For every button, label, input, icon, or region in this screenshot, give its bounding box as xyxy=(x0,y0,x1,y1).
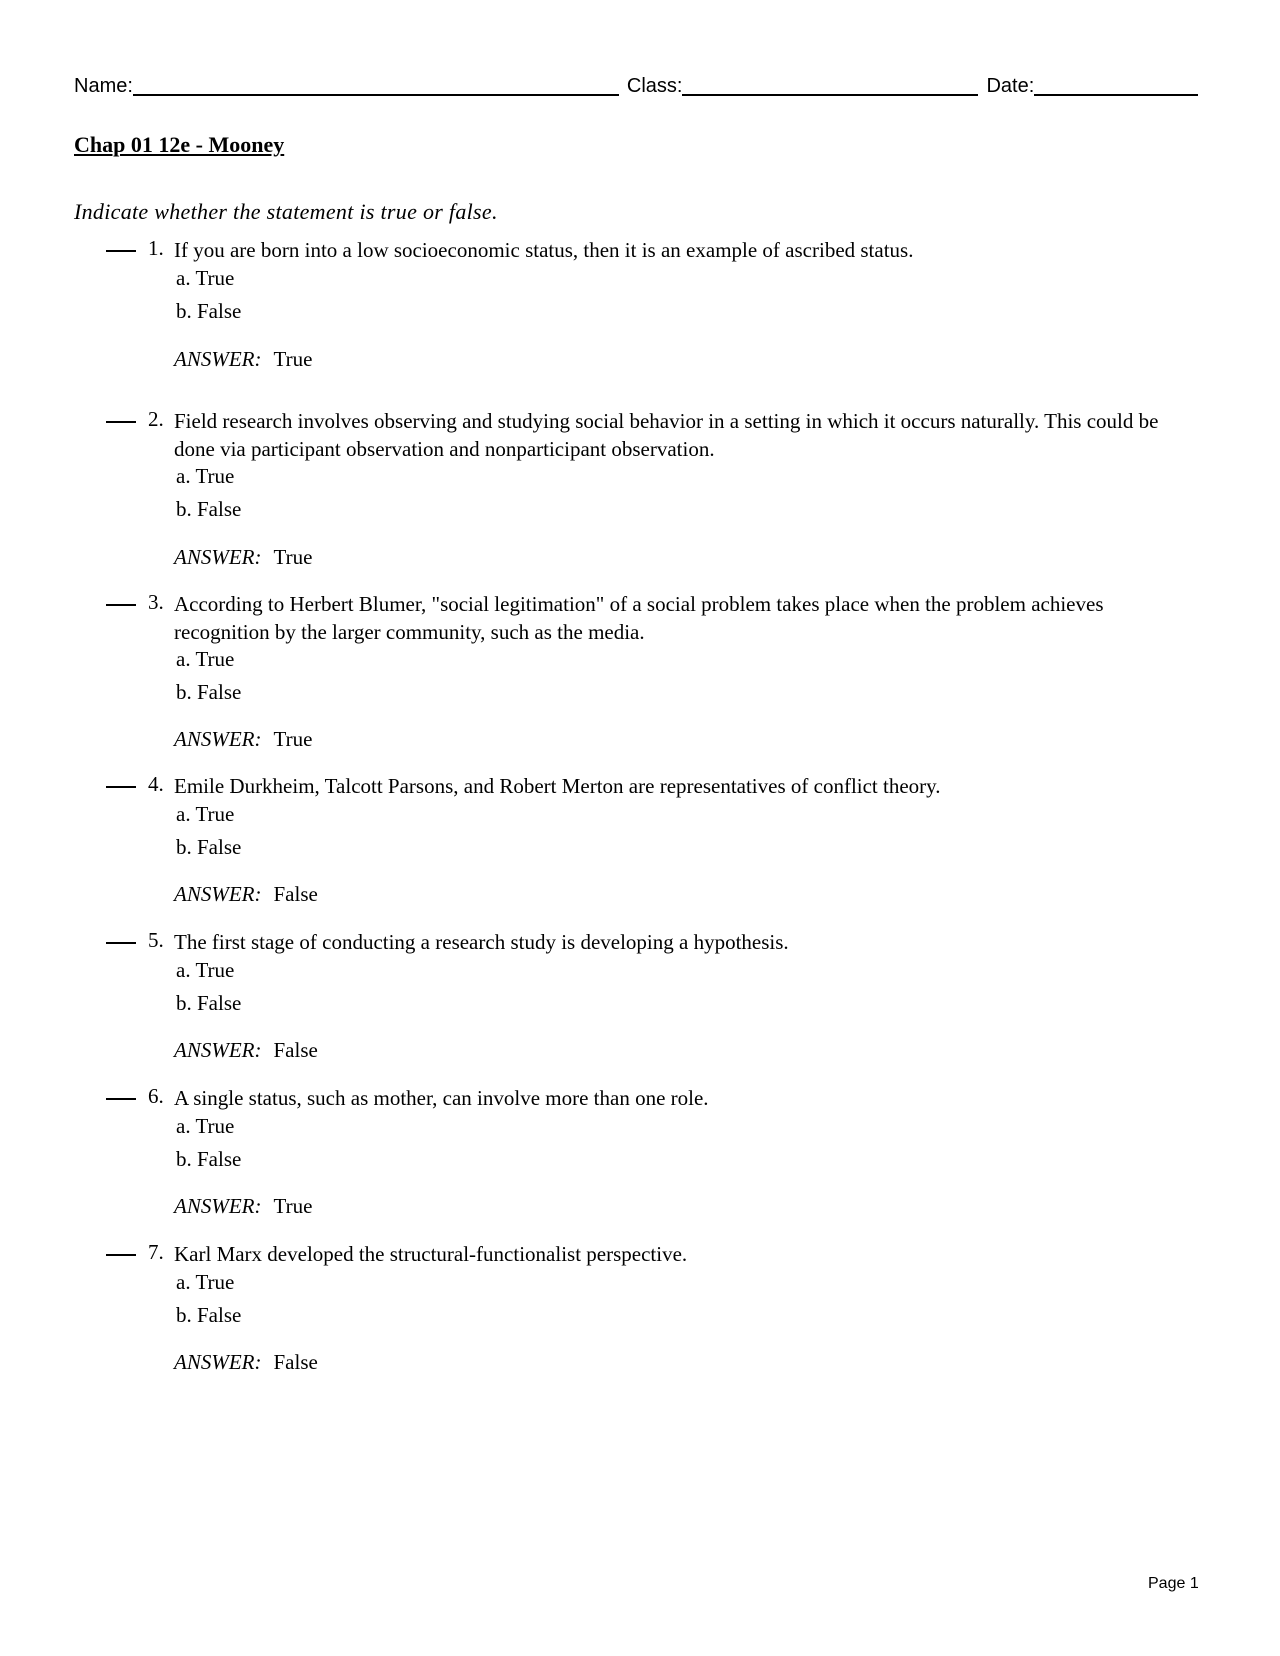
answer-blank[interactable] xyxy=(106,1098,136,1100)
answer-blank[interactable] xyxy=(106,250,136,252)
answer-blank[interactable] xyxy=(106,604,136,606)
answer-label: ANSWER: xyxy=(174,1350,262,1374)
question-number: 4. xyxy=(148,772,164,796)
question-number: 3. xyxy=(148,590,164,614)
option-a: a. True xyxy=(176,464,235,488)
option-b: b. False xyxy=(176,1147,242,1171)
option-b: b. False xyxy=(176,299,242,323)
answer-blank[interactable] xyxy=(106,1254,136,1256)
answer-label: ANSWER: xyxy=(174,1038,262,1062)
option-b: b. False xyxy=(176,497,242,521)
question-number: 5. xyxy=(148,928,164,952)
answer-line xyxy=(174,1038,318,1063)
page-number: Page 1 xyxy=(1148,1575,1199,1592)
answer-line xyxy=(174,1350,318,1375)
answer-label: ANSWER: xyxy=(174,347,262,371)
question-text: If you are born into a low socioeconomic status, then it is an example of ascribed status. xyxy=(174,238,914,262)
answer-value: False xyxy=(273,1350,318,1374)
answer-line xyxy=(174,727,312,752)
student-info-header xyxy=(74,74,1206,98)
answer-line xyxy=(174,347,312,372)
question-text: Karl Marx developed the structural-functionalist perspective. xyxy=(174,1242,688,1266)
question-number: 1. xyxy=(148,236,164,260)
question-text: Emile Durkheim, Talcott Parsons, and Robert Merton are representatives of conflict theory. xyxy=(174,774,941,798)
answer-value: True xyxy=(273,727,313,751)
question-number: 6. xyxy=(148,1084,164,1108)
question-number: 2. xyxy=(148,407,164,431)
answer-label: ANSWER: xyxy=(174,882,262,906)
answer-value: False xyxy=(273,1038,318,1062)
date-field[interactable] xyxy=(1034,74,1198,96)
option-b: b. False xyxy=(176,680,242,704)
option-a: a. True xyxy=(176,1270,235,1294)
answer-blank[interactable] xyxy=(106,421,136,423)
option-a: a. True xyxy=(176,802,235,826)
answer-line xyxy=(174,545,312,570)
class-field[interactable] xyxy=(682,74,978,96)
answer-value: True xyxy=(273,347,313,371)
answer-line xyxy=(174,1194,312,1219)
option-b: b. False xyxy=(176,991,242,1015)
answer-label: ANSWER: xyxy=(174,1194,262,1218)
name-field[interactable] xyxy=(133,74,619,96)
instructions: Indicate whether the statement is true or false. xyxy=(74,199,498,224)
option-a: a. True xyxy=(176,266,235,290)
answer-value: True xyxy=(273,545,313,569)
question-number: 7. xyxy=(148,1240,164,1264)
name-label: Name: xyxy=(74,75,133,97)
question-text: Field research involves observing and studying social behavior in a setting in which it occurs naturally. This could be done via participant observation and nonparticipant observation. xyxy=(174,409,1159,461)
option-a: a. True xyxy=(176,647,235,671)
answer-line xyxy=(174,882,318,907)
answer-value: True xyxy=(273,1194,313,1218)
answer-blank[interactable] xyxy=(106,942,136,944)
option-b: b. False xyxy=(176,1303,242,1327)
question-text: According to Herbert Blumer, "social legitimation" of a social problem takes place when the problem achieves recognition by the larger community, such as the media. xyxy=(174,592,1104,644)
answer-blank[interactable] xyxy=(106,786,136,788)
option-a: a. True xyxy=(176,958,235,982)
question-text: The first stage of conducting a research study is developing a hypothesis. xyxy=(174,930,789,954)
option-b: b. False xyxy=(176,835,242,859)
answer-label: ANSWER: xyxy=(174,727,262,751)
answer-label: ANSWER: xyxy=(174,545,262,569)
answer-value: False xyxy=(273,882,318,906)
date-label: Date: xyxy=(986,75,1035,97)
chapter-title: Chap 01 12e - Mooney xyxy=(74,132,285,157)
option-a: a. True xyxy=(176,1114,235,1138)
class-label: Class: xyxy=(626,75,683,97)
question-text: A single status, such as mother, can involve more than one role. xyxy=(174,1086,709,1110)
